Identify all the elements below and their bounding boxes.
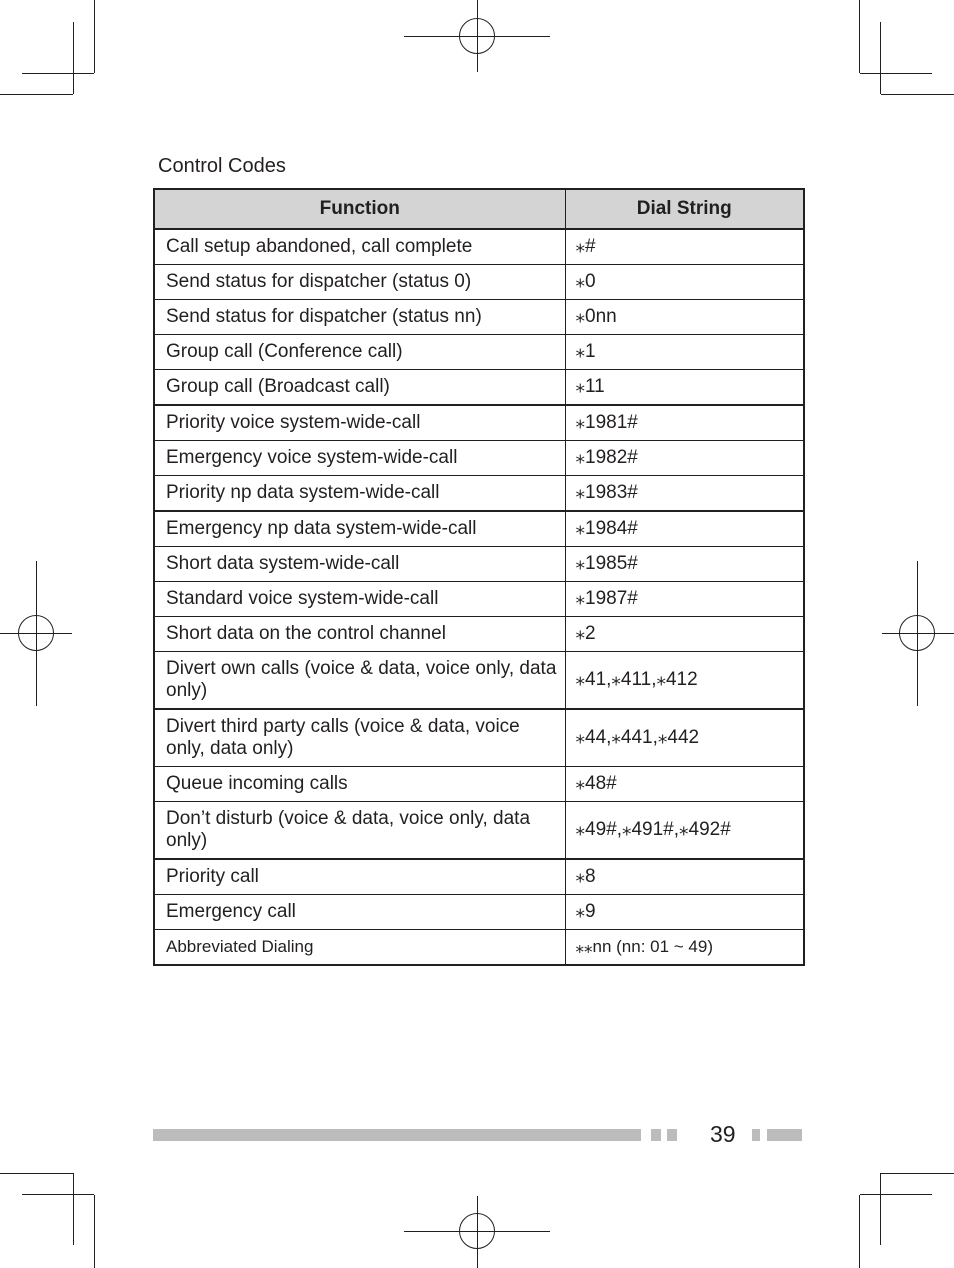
table-row (154, 335, 804, 370)
dial-string-cell: ⁎0nn (565, 300, 804, 335)
table-row (154, 300, 804, 335)
function-cell: Call setup abandoned, call complete (154, 229, 565, 265)
table-row (154, 895, 804, 930)
function-cell: Send status for dispatcher (status nn) (154, 300, 565, 335)
function-cell: Abbreviated Dialing (154, 930, 565, 966)
table-row (154, 859, 804, 895)
dial-string-cell: ⁎49#,⁎491#,⁎492# (565, 802, 804, 860)
function-cell: Short data on the control channel (154, 617, 565, 652)
dial-string-cell: ⁎1983# (565, 476, 804, 512)
table-row (154, 441, 804, 476)
dial-string-cell: ⁎1981# (565, 405, 804, 441)
footer-bar (153, 1129, 641, 1141)
dial-string-cell: ⁎44,⁎441,⁎442 (565, 709, 804, 767)
function-cell: Divert own calls (voice & data, voice only, data only) (154, 652, 565, 710)
page-number: 39 (710, 1121, 736, 1147)
dial-string-cell: ⁎2 (565, 617, 804, 652)
dial-string-cell: ⁎8 (565, 859, 804, 895)
table-row (154, 930, 804, 966)
table-row (154, 405, 804, 441)
dial-string-cell: ⁎1985# (565, 547, 804, 582)
function-cell: Queue incoming calls (154, 767, 565, 802)
table-row (154, 511, 804, 547)
footer-bar-square (752, 1129, 760, 1141)
table-header-row (154, 189, 804, 229)
dial-string-cell: ⁎1984# (565, 511, 804, 547)
function-cell: Emergency voice system-wide-call (154, 441, 565, 476)
control-codes-table (153, 188, 805, 966)
table-row (154, 617, 804, 652)
table-row (154, 802, 804, 860)
dial-string-cell: ⁎41,⁎411,⁎412 (565, 652, 804, 710)
footer-bar-end (767, 1129, 802, 1141)
function-cell: Priority call (154, 859, 565, 895)
function-cell: Don’t disturb (voice & data, voice only, data only) (154, 802, 565, 860)
table-row (154, 229, 804, 265)
dial-string-cell: ⁎9 (565, 895, 804, 930)
dial-string-cell: ⁎⁎nn (nn: 01 ~ 49) (565, 930, 804, 966)
function-cell: Send status for dispatcher (status 0) (154, 265, 565, 300)
table-row (154, 582, 804, 617)
dial-string-cell: ⁎48# (565, 767, 804, 802)
dial-string-cell: ⁎1 (565, 335, 804, 370)
table-row (154, 709, 804, 767)
function-cell: Short data system-wide-call (154, 547, 565, 582)
column-header-function: Function (154, 189, 565, 229)
table-row (154, 476, 804, 512)
column-header-dial-string: Dial String (565, 189, 804, 229)
function-cell: Group call (Conference call) (154, 335, 565, 370)
function-cell: Priority np data system-wide-call (154, 476, 565, 512)
dial-string-cell: ⁎1987# (565, 582, 804, 617)
function-cell: Divert third party calls (voice & data, voice only, data only) (154, 709, 565, 767)
dial-string-cell: ⁎1982# (565, 441, 804, 476)
function-cell: Standard voice system-wide-call (154, 582, 565, 617)
section-title: Control Codes (158, 155, 286, 177)
dial-string-cell: ⁎# (565, 229, 804, 265)
footer-bar-square (667, 1129, 677, 1141)
dial-string-cell: ⁎11 (565, 370, 804, 406)
footer-bar-square (651, 1129, 661, 1141)
function-cell: Priority voice system-wide-call (154, 405, 565, 441)
table-row (154, 265, 804, 300)
function-cell: Emergency np data system-wide-call (154, 511, 565, 547)
table-row (154, 652, 804, 710)
table-row (154, 547, 804, 582)
table-row (154, 370, 804, 406)
table-row (154, 767, 804, 802)
dial-string-cell: ⁎0 (565, 265, 804, 300)
function-cell: Emergency call (154, 895, 565, 930)
function-cell: Group call (Broadcast call) (154, 370, 565, 406)
